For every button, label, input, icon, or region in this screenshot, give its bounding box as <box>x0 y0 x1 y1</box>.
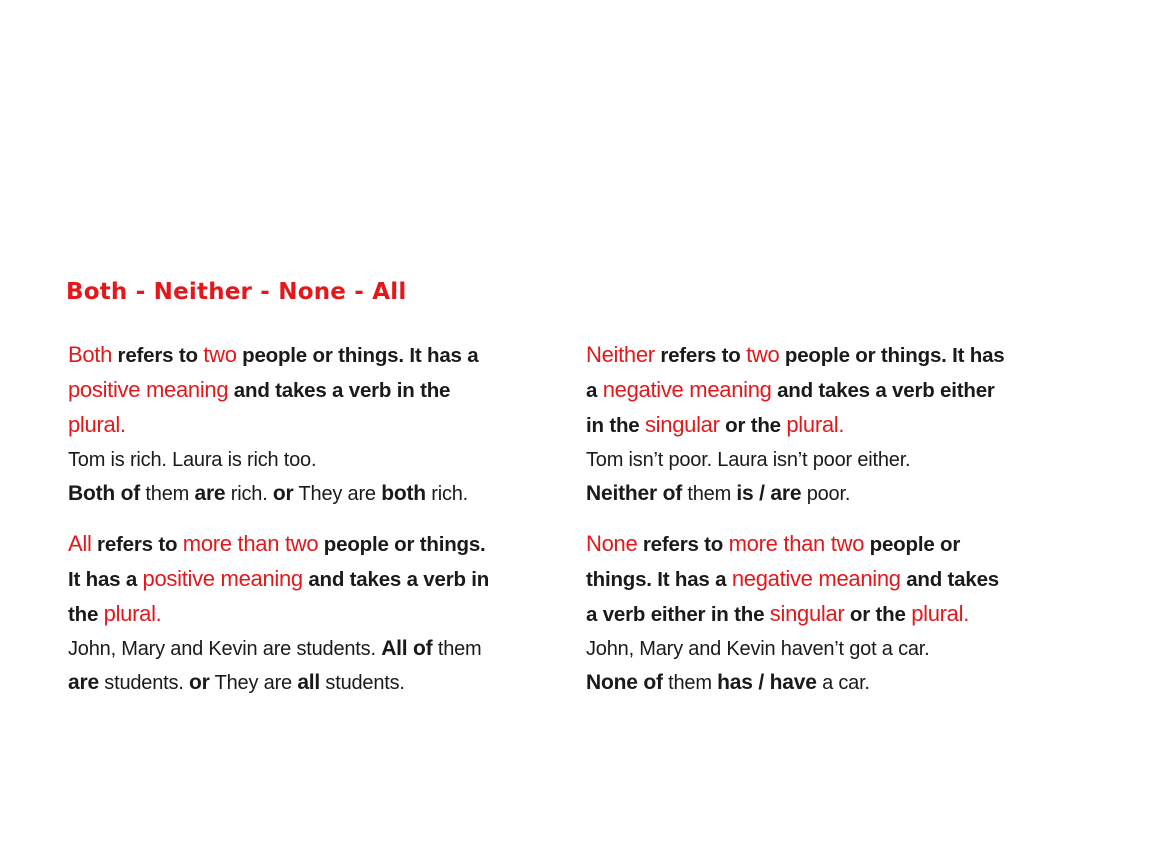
keyword-plural: plural <box>68 412 121 437</box>
rule-text: people or things. It has <box>779 344 1005 367</box>
example-text: them <box>432 638 482 660</box>
example-text: them <box>682 483 737 505</box>
example-sentence: Tom is rich. Laura is rich too. <box>68 449 317 471</box>
rule-line <box>586 408 1076 443</box>
rule-text: refers to <box>91 533 183 556</box>
keyword-more-than-two: more than two <box>182 531 319 556</box>
example-keyword: All of <box>381 637 433 660</box>
keyword-negative-meaning: negative meaning <box>731 566 901 591</box>
example-keyword: or <box>189 671 210 694</box>
rule-text: and takes a verb in the <box>228 379 451 402</box>
rule-text: refers to <box>654 344 747 367</box>
page-title: Both - Neither - None - All <box>66 279 407 305</box>
example-text: students. <box>98 672 190 694</box>
rule-text: people or <box>864 533 961 556</box>
rule-text: . <box>838 412 845 437</box>
keyword-more-than-two: more than two <box>728 531 865 556</box>
rule-line <box>68 597 558 632</box>
rule-text: . <box>120 412 126 437</box>
example-sentence: John, Mary and Kevin haven’t got a car. <box>586 638 930 660</box>
keyword-two: two <box>746 342 780 367</box>
example-text: They are <box>293 483 382 505</box>
rule-line <box>68 562 558 597</box>
keyword-plural: plural <box>911 601 964 626</box>
rule-line <box>586 562 1076 597</box>
all-section <box>68 527 558 700</box>
rule-text: It has a <box>68 568 143 591</box>
rule-text: and takes <box>900 568 999 591</box>
rule-text: a <box>586 379 603 402</box>
example-keyword: Neither of <box>586 482 683 505</box>
rule-text: or the <box>719 414 787 437</box>
rule-text: refers to <box>112 344 204 367</box>
example-text: a car. <box>816 672 870 694</box>
none-section <box>586 527 1076 700</box>
example-text: rich. <box>425 483 469 505</box>
neither-section <box>586 338 1076 511</box>
example-sentence <box>68 477 558 511</box>
rule-line <box>68 373 558 408</box>
keyword-singular: singular <box>644 412 720 437</box>
both-section <box>68 338 558 511</box>
rule-line <box>68 338 558 373</box>
rule-line <box>68 527 558 562</box>
keyword-positive-meaning: positive meaning <box>68 377 229 402</box>
example-sentence <box>586 477 1076 511</box>
keyword-none: None <box>586 531 638 556</box>
example-keyword: are <box>68 671 99 694</box>
example-text: They are <box>209 672 298 694</box>
keyword-neither: Neither <box>586 342 655 367</box>
rule-line <box>586 373 1076 408</box>
rule-line <box>586 338 1076 373</box>
keyword-both: Both <box>68 342 113 367</box>
neither-rule <box>586 338 1076 443</box>
rule-text: refers to <box>637 533 729 556</box>
example-text: them <box>662 672 718 694</box>
example-sentence <box>68 632 558 666</box>
rule-text: people or things. <box>318 533 486 556</box>
example-keyword: Both of <box>68 482 141 505</box>
both-rule <box>68 338 558 443</box>
example-text: them <box>140 483 195 505</box>
rule-text: a verb either in the <box>586 603 770 626</box>
example-text: students. <box>320 672 405 694</box>
example-keyword: or <box>272 482 294 505</box>
keyword-plural: plural <box>786 412 839 437</box>
keyword-negative-meaning: negative meaning <box>602 377 772 402</box>
example-sentence <box>68 666 558 700</box>
rule-text: and takes a verb either <box>771 379 995 402</box>
example-text: rich. <box>225 483 273 505</box>
example-text: John, Mary and Kevin are students. <box>68 638 382 660</box>
example-sentence: Tom isn’t poor. Laura isn’t poor either. <box>586 449 911 471</box>
rule-text: people or things. It has a <box>236 344 479 367</box>
keyword-all: All <box>68 531 92 556</box>
example-keyword: are <box>194 482 226 505</box>
rule-text: in the <box>586 414 645 437</box>
example-keyword: both <box>381 482 426 505</box>
example-keyword: all <box>297 671 321 694</box>
rule-line <box>68 408 558 443</box>
rule-text: and takes a verb in <box>302 568 490 591</box>
rule-line <box>586 597 1076 632</box>
rule-text: the <box>68 603 104 626</box>
rule-text: . <box>963 601 970 626</box>
keyword-singular: singular <box>769 601 845 626</box>
all-rule <box>68 527 558 632</box>
example-keyword: is / are <box>736 482 802 505</box>
none-rule <box>586 527 1076 632</box>
rule-text: things. It has a <box>586 568 732 591</box>
example-sentence <box>586 666 1076 700</box>
keyword-two: two <box>203 342 237 367</box>
keyword-plural: plural <box>103 601 156 626</box>
example-text: poor. <box>801 483 851 505</box>
rule-text: . <box>155 601 162 626</box>
example-keyword: None of <box>586 671 663 694</box>
example-keyword: has / have <box>717 671 817 694</box>
rule-line <box>586 527 1076 562</box>
keyword-positive-meaning: positive meaning <box>142 566 303 591</box>
rule-text: or the <box>844 603 912 626</box>
